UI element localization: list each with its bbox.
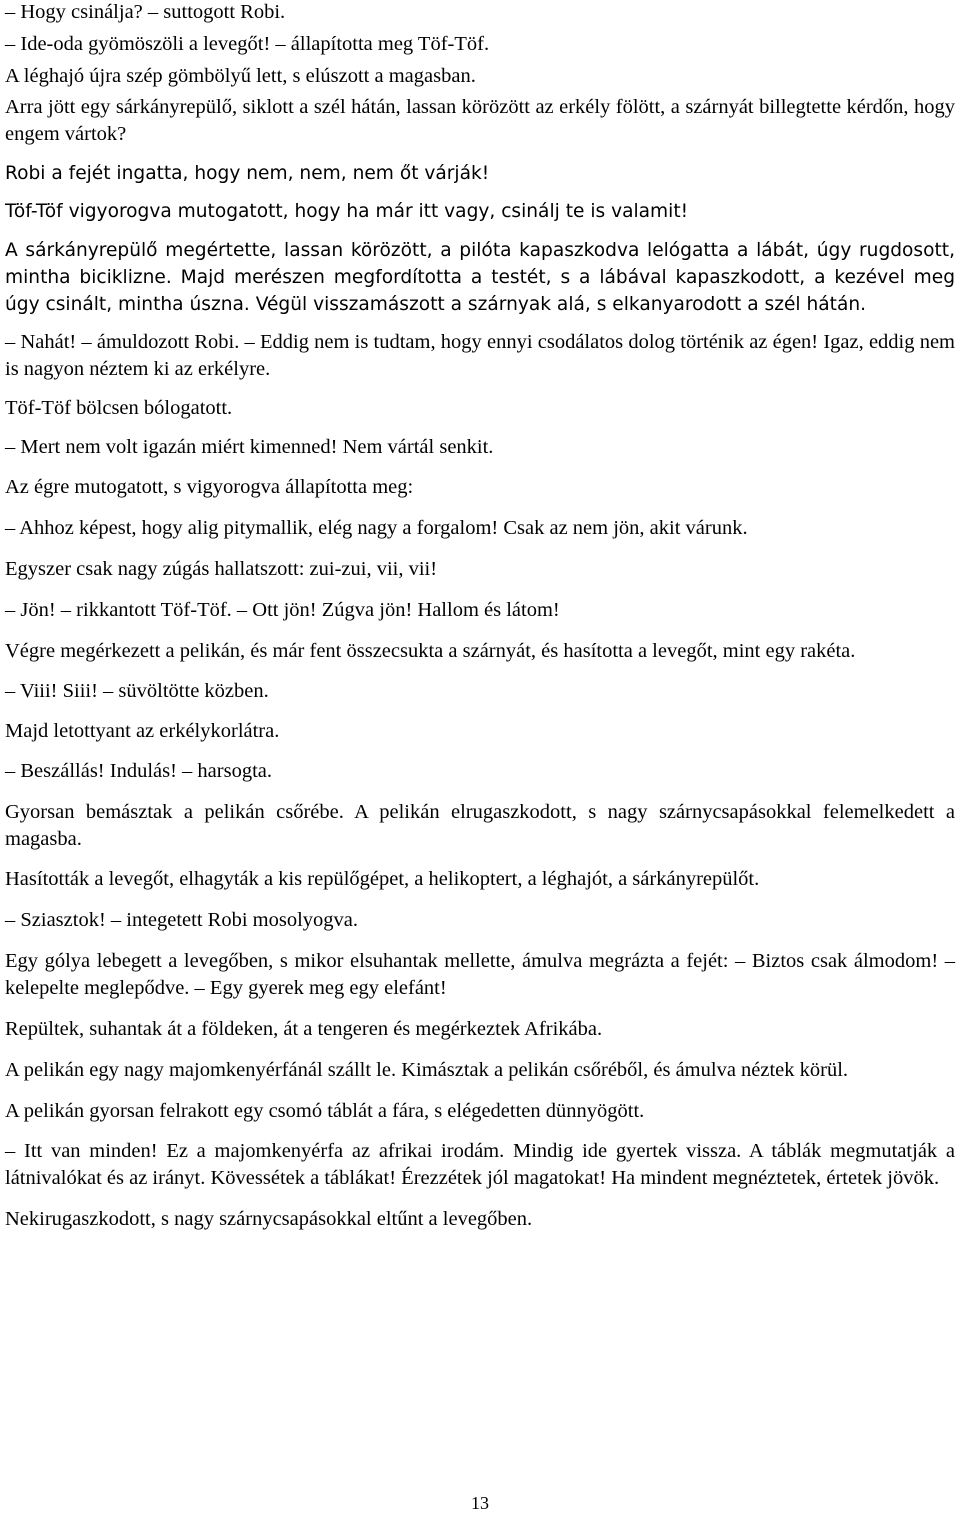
- paragraph: – Ahhoz képest, hogy alig pitymallik, elég nagy a forgalom! Csak az nem jön, akit várunk.: [5, 517, 748, 539]
- paragraph: Majd letottyant az erkélykorlátra.: [5, 720, 280, 742]
- page-number: 13: [471, 1493, 489, 1513]
- paragraph: A sárkányrepülő megértette, lassan körözött, a pilóta kapaszkodva lelógatta a lábát, úgy rugdosott, mintha biciklizne. Majd merészen megfordította a testét, s a lábával kapaszkodott, a kezével meg úgy csinált, mintha úszna. Végül visszamászott a szárnyak alá, s elkanyarodott a szél hátán.: [5, 240, 955, 315]
- paragraph: – Sziasztok! – integetett Robi mosolyogva.: [5, 909, 359, 931]
- document-page: [5, 0, 955, 1513]
- paragraph: A léghajó újra szép gömbölyű lett, s elúszott a magasban.: [5, 65, 476, 87]
- paragraph: Töf-Töf vigyorogva mutogatott, hogy ha már itt vagy, csinálj te is valamit!: [5, 201, 689, 222]
- paragraph: A pelikán egy nagy majomkenyérfánál szállt le. Kimásztak a pelikán csőréből, és ámulva néztek körül.: [5, 1059, 849, 1081]
- paragraph: A pelikán gyorsan felrakott egy csomó táblát a fára, s elégedetten dünnyögött.: [5, 1100, 645, 1122]
- paragraph: – Hogy csinálja? – suttogott Robi.: [5, 1, 286, 23]
- paragraph: Nekirugaszkodott, s nagy szárnycsapásokkal eltűnt a levegőben.: [5, 1208, 533, 1230]
- paragraph: – Beszállás! Indulás! – harsogta.: [5, 760, 272, 782]
- paragraph: – Mert nem volt igazán miért kimenned! Nem vártál senkit.: [5, 436, 494, 458]
- paragraph: Robi a fejét ingatta, hogy nem, nem, nem őt várják!: [5, 163, 490, 184]
- paragraph: Hasították a levegőt, elhagyták a kis repülőgépet, a helikoptert, a léghajót, a sárkányrepülőt.: [5, 868, 760, 890]
- paragraph: Egyszer csak nagy zúgás hallatszott: zui-zui, vii, vii!: [5, 558, 438, 580]
- paragraph: – Nahát! – ámuldozott Robi. – Eddig nem is tudtam, hogy ennyi csodálatos dolog történik az égen! Igaz, eddig nem is nagyon néztem ki az erkélyre.: [5, 331, 955, 380]
- paragraph: Végre megérkezett a pelikán, és már fent összecsukta a szárnyát, és hasította a levegőt, mint egy rakéta.: [5, 640, 856, 662]
- paragraph: Egy gólya lebegett a levegőben, s mikor elsuhantak mellette, ámulva megrázta a fejét: – Biztos csak álmodom! – kelepelte meglepődve. – Egy gyerek meg egy elefánt!: [5, 950, 955, 999]
- paragraph: – Ide-oda gyömöszöli a levegőt! – állapította meg Töf-Töf.: [5, 33, 490, 55]
- paragraph: – Jön! – rikkantott Töf-Töf. – Ott jön! Zúgva jön! Hallom és látom!: [5, 599, 560, 621]
- paragraph: Az égre mutogatott, s vigyorogva állapította meg:: [5, 476, 414, 498]
- paragraph: – Viii! Siii! – süvöltötte közben.: [5, 680, 269, 702]
- paragraph: Arra jött egy sárkányrepülő, siklott a szél hátán, lassan körözött az erkély fölött, a szárnyát billegtette kérdőn, hogy engem vártok?: [5, 96, 955, 145]
- paragraph: – Itt van minden! Ez a majomkenyérfa az afrikai irodám. Mindig ide gyertek vissza. A táblák megmutatják a látnivalókat és az irányt. Kövessétek a táblákat! Érezzétek jól magatokat! Ha mindent megnéztetek, értetek jövök.: [5, 1140, 955, 1189]
- paragraph: Töf-Töf bölcsen bólogatott.: [5, 397, 233, 419]
- paragraph: Gyorsan bemásztak a pelikán csőrébe. A pelikán elrugaszkodott, s nagy szárnycsapásokkal felemelkedett a magasba.: [5, 801, 955, 850]
- paragraph: Repültek, suhantak át a földeken, át a tengeren és megérkeztek Afrikába.: [5, 1018, 603, 1040]
